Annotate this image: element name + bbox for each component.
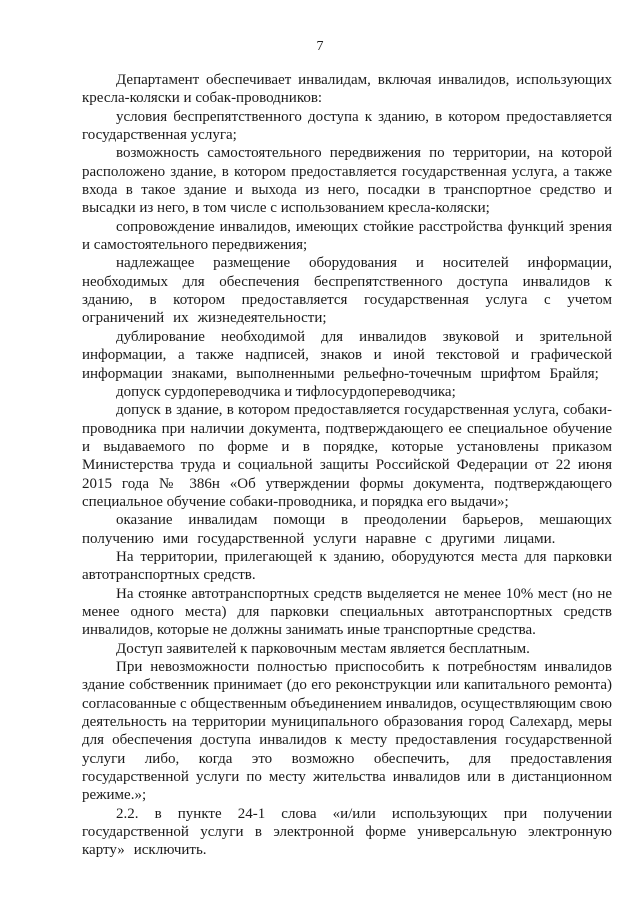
paragraph-movement: возможность самостоятельного передвижения по территории, на которой расположено здание, в котором предоставляется государственная услуга, а также входа в такое здание и выхода из него, посадки в транспортное средство и высадки из него, в том числе с использованием кресла-коляски; xyxy=(82,145,612,217)
document-body xyxy=(82,71,612,860)
paragraph-parking-free: Доступ заявителей к парковочным местам является бесплатным. xyxy=(116,640,530,657)
paragraph-adaptation: При невозможности полностью приспособить к потребностям инвалидов здание собственник принимает (до его реконструкции или капитального ремонта) согласованные с общественным объединением инвалидов, осуществляющим свою деятельность на территории муниципального образования город Салехард, меры для обеспечения доступа инвалидов к месту предоставления государственной услуги либо, когда это возможно обеспечить, для предоставления государственной услуги по месту жительства инвалидов или в дистанционном режиме.»; xyxy=(82,659,612,804)
paragraph-amendment: 2.2. в пункте 24-1 слова «и/или использующих при получении государственной услуги в электронной форме универсальную электронную карту» исключить. xyxy=(82,805,612,859)
page-number: 7 xyxy=(316,39,324,54)
paragraph-assistance: оказание инвалидам помощи в преодолении барьеров, мешающих получению ими государственной услуги наравне с другими лицами. xyxy=(82,512,612,547)
paragraph-intro: Департамент обеспечивает инвалидам, включая инвалидов, использующих кресла-коляски и собак-проводников: xyxy=(82,72,612,107)
paragraph-access-conditions: условия беспрепятственного доступа к зданию, в котором предоставляется государственная услуга; xyxy=(82,108,612,144)
paragraph-guide-dog: допуск в здание, в котором предоставляется государственная услуга, собаки-проводника при наличии документа, подтверждающего ее специальное обучение и выдаваемого по форме и в порядке, которые установлены приказом Министерства труда и социальной защиты Российской Федерации от 22 июня 2015 года № 386н «Об утверждении формы документа, подтверждающего специальное обучение собаки-проводника, и порядка его выдачи»; xyxy=(82,402,612,510)
paragraph-duplication: дублирование необходимой для инвалидов звуковой и зрительной информации, а также надписей, знаков и иной текстовой и графической информации знаками, выполненными рельефно-точечным шрифтом Брайля; xyxy=(82,328,612,382)
paragraph-parking-territory: На территории, прилегающей к зданию, оборудуются места для парковки автотранспортных средств. xyxy=(82,548,612,584)
paragraph-parking-share: На стоянке автотранспортных средств выделяется не менее 10% мест (но не менее одного места) для парковки специальных автотранспортных средств инвалидов, которые не должны занимать иные транспортные средства. xyxy=(82,585,612,639)
paragraph-interpreter: допуск сурдопереводчика и тифлосурдопереводчика; xyxy=(116,383,456,400)
paragraph-equipment: надлежащее размещение оборудования и носителей информации, необходимых для обеспечения беспрепятственного доступа инвалидов к зданию, в котором предоставляется государственная услуга с учетом ограничений их жизнедеятельности; xyxy=(82,255,612,327)
paragraph-escort: сопровождение инвалидов, имеющих стойкие расстройства функций зрения и самостоятельного передвижения; xyxy=(82,218,612,254)
